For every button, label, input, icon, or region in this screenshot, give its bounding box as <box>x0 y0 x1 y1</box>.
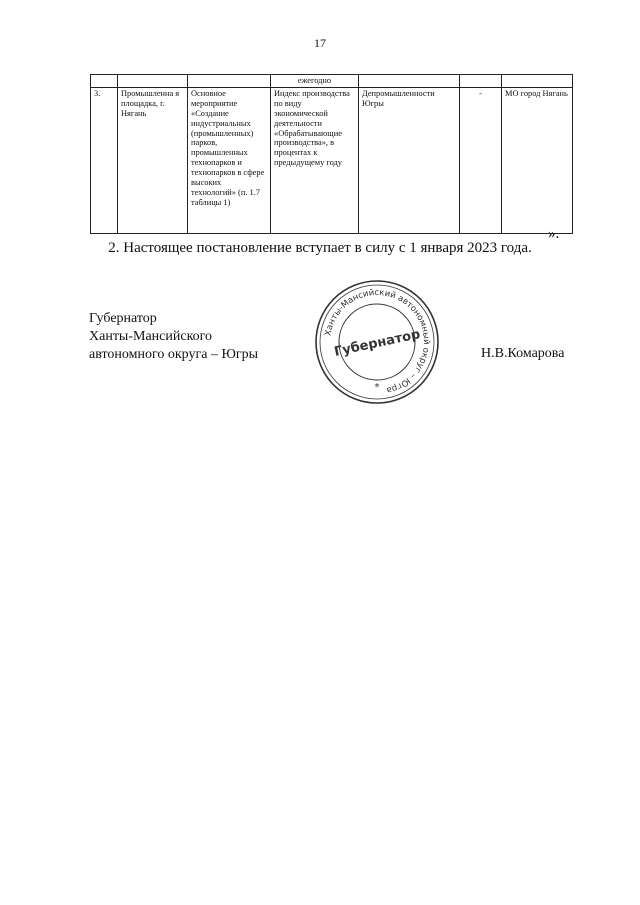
table-cell <box>91 75 118 88</box>
cell-department: Депромышленности Югры <box>359 87 460 233</box>
cell-number: 3. <box>91 87 118 233</box>
table-row <box>91 87 573 233</box>
cell-site: Промышленна я площадка, г. Нягань <box>118 87 188 233</box>
signature-title <box>89 310 258 364</box>
cell-dash: - <box>460 87 502 233</box>
seal-ring-text: Ханты-Мансийский автономный округ – Югра <box>323 287 432 395</box>
table-cell <box>359 75 460 88</box>
table-cell <box>118 75 188 88</box>
cell-event: Основное мероприятие «Создание индустриальных (промышленных) парков, промышленных технопарков и технопарков в сфере высоких технологий» (п. 1.7 таблицы 1) <box>188 87 271 233</box>
signature-title-line: автономного округа – Югры <box>89 347 258 362</box>
closing-quote: ». <box>548 226 560 242</box>
cell-municipality: МО город Нягань <box>502 87 573 233</box>
table-row <box>91 75 573 88</box>
table-cell <box>502 75 573 88</box>
table-cell <box>188 75 271 88</box>
signature-title-line: Губернатор <box>89 311 157 326</box>
official-seal <box>313 278 441 406</box>
table-cell-frequency: ежегодно <box>271 75 359 88</box>
seal-center-text: Губернатор <box>332 327 422 360</box>
table-cell <box>460 75 502 88</box>
cell-indicator: Индекс производства по виду экономической деятельности «Обрабатывающие производства», в процентах к предыдущему году <box>271 87 359 233</box>
clause-text: 2. Настоящее постановление вступает в силу с 1 января 2023 года. <box>108 240 532 256</box>
signature-title-line: Ханты-Мансийского <box>89 329 213 344</box>
signer-name: Н.В.Комарова <box>481 346 565 361</box>
program-table <box>90 74 573 234</box>
seal-star: * <box>374 382 380 393</box>
page-number: 17 <box>314 36 326 50</box>
